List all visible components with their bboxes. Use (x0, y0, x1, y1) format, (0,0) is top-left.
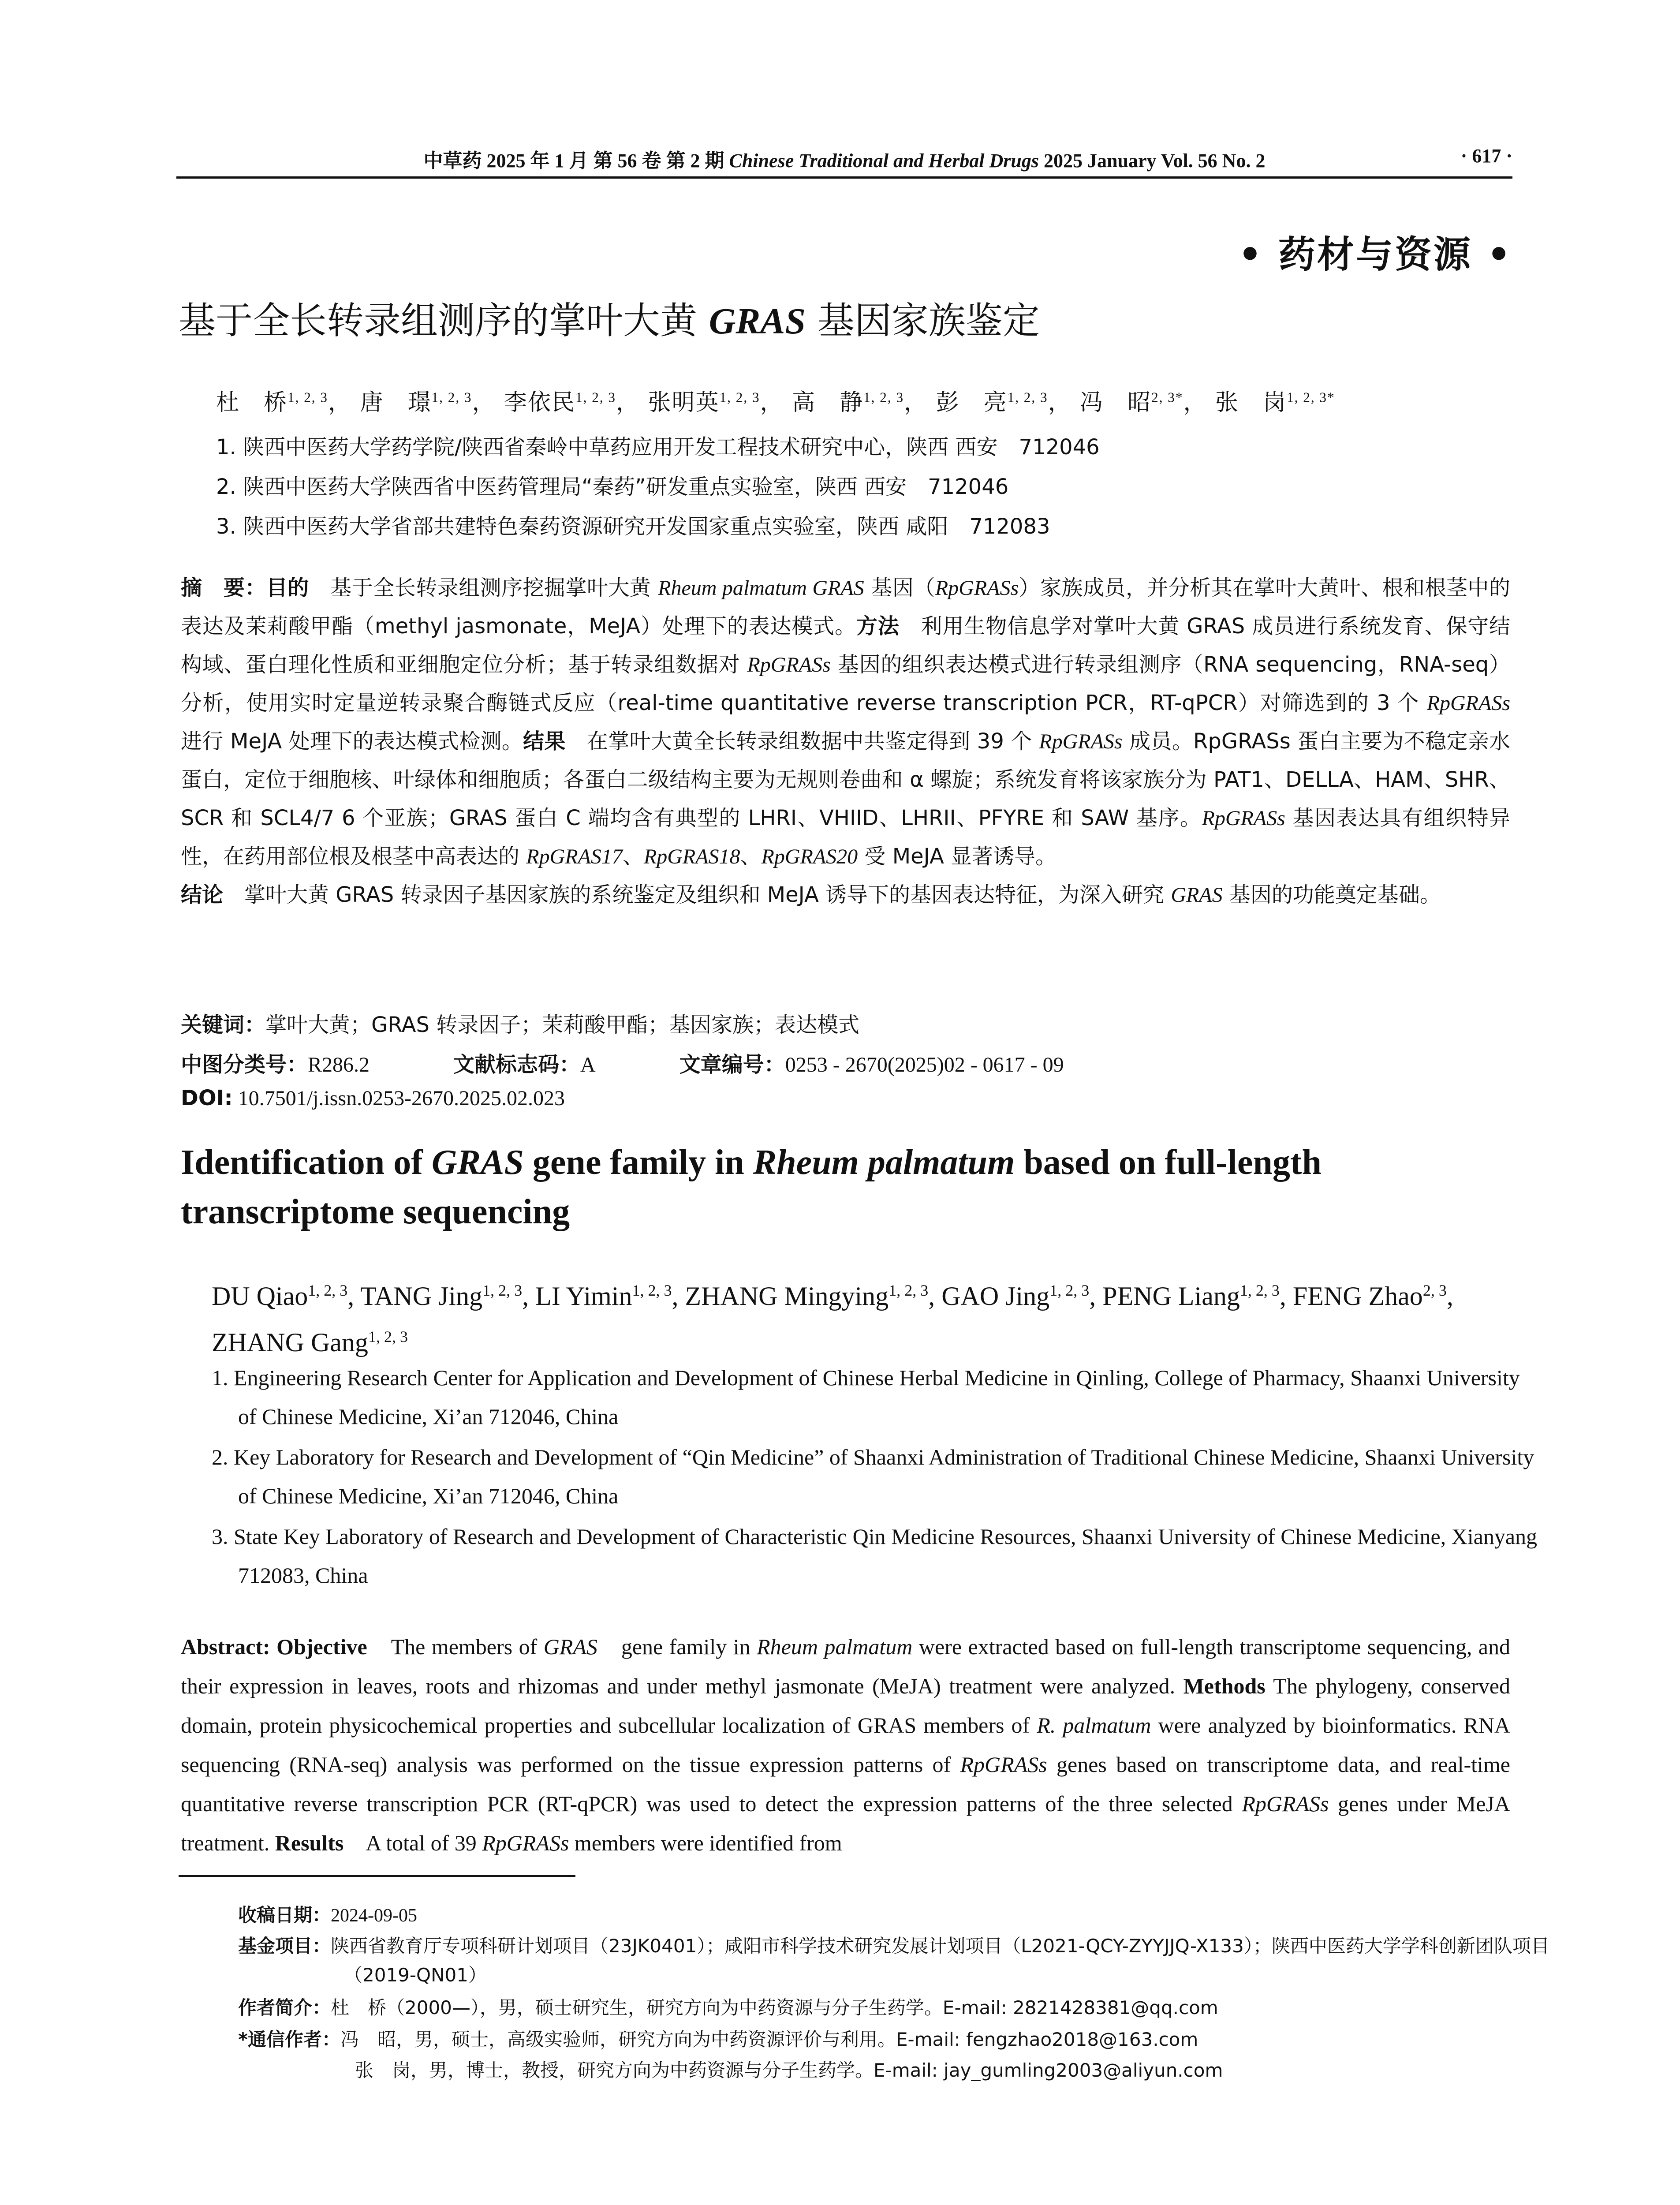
author-en: GAO Jing$^{1, 2, 3}$ (941, 1282, 1090, 1311)
authors-cn: 杜 桥$^{1, 2, 3}$， 唐 璟$^{1, 2, 3}$， 李依民$^{1, 2, 3}$， 张明英$^{1, 2, 3}$， 高 静$^{1, 2, 3}$， 彭 亮$^{1, 2, 3}$， 冯 昭$^{2, 3*}$， 张 岗$^{1, 2, 3*}$ (216, 389, 1335, 416)
section-tag: • 药材与资源 • (1238, 233, 1512, 276)
author-en: FENG Zhao$^{2, 3}$ (1292, 1282, 1447, 1311)
affiliation-en-2: 2. Key Laboratory for Research and Development of “Qin Medicine” of Shaanxi Administration of Traditional Chinese Medicine, Shaanxi University of Chinese Medicine, Xi’an 712046, China (212, 1445, 1534, 1508)
footnote-corresponding: *通信作者：冯 昭，男，硕士，高级实验师，研究方向为中药资源评价与利用。E-mail: fengzhao2018@163.com (238, 2029, 1198, 2050)
author-cn: 高 静$^{1, 2, 3}$ (792, 389, 904, 416)
footnote-author-bio: 作者简介：杜 桥（2000—），男，硕士研究生，研究方向为中药资源与分子生药学。E-mail: 2821428381@qq.com (238, 1997, 1218, 2018)
author-cn: 唐 璟$^{1, 2, 3}$ (360, 389, 472, 416)
page-number: · 617 · (1460, 145, 1512, 167)
author-cn: 杜 桥$^{1, 2, 3}$ (216, 389, 328, 416)
authors-en: DU Qiao$^{1, 2, 3}$, TANG Jing$^{1, 2, 3}$, LI Yimin$^{1, 2, 3}$, ZHANG Mingying$^{1, 2, 3}$, GAO Jing$^{1, 2, 3}$, PENG Liang$^{1, 2, 3}$, FENG Zhao$^{2, 3}$, ZHANG Gang$^{1, 2, 3}$ (212, 1282, 1453, 1357)
author-en: ZHANG Gang$^{1, 2, 3}$ (212, 1328, 408, 1357)
abstract-cn: 摘 要：目的 基于全长转录组测序挖掘掌叶大黄 Rheum palmatum GRAS 基因（RpGRASs）家族成员，并分析其在掌叶大黄叶、根和根茎中的表达及茉莉酸甲酯（methyl jasmonate，MeJA）处理下的表达模式。方法 利用生物信息学对掌叶大黄 GRAS 成员进行系统发育、保守结构域、蛋白理化性质和亚细胞定位分析；基于转录组数据对 RpGRASs 基因的组织表达模式进行转录组测序（RNA sequencing，RNA-seq）分析，使用实时定量逆转录聚合酶链式反应（real-time quantitative reverse transcription PCR，RT-qPCR）对筛选到的 3 个 RpGRASs 进行 MeJA 处理下的表达模式检测。结果 在掌叶大黄全长转录组数据中共鉴定得到 39 个 RpGRASs 成员。RpGRASs 蛋白主要为不稳定亲水蛋白，定位于细胞核、叶绿体和细胞质；各蛋白二级结构主要为无规则卷曲和 α 螺旋；系统发育将该家族分为 PAT1、DELLA、HAM、SHR、SCR 和 SCL4/7 6 个亚族；GRAS 蛋白 C 端均含有典型的 LHRI、VHIID、LHRII、PFYRE 和 SAW 基序。RpGRASs 基因表达具有组织特异性，在药用部位根及根茎中高表达的 RpGRAS17、RpGRAS18、RpGRAS20 受 MeJA 显著诱导。 结论 掌叶大黄 GRAS 转录因子基因家族的系统鉴定及组织和 MeJA 诱导下的基因表达特征，为深入研究 GRAS 基因的功能奠定基础。 (181, 576, 1511, 907)
author-cn: 张 岗$^{1, 2, 3*}$ (1215, 389, 1335, 416)
classification-line: 中图分类号：R286.2 文献标志码：A 文章编号：0253 - 2670(2025)02 - 0617 - 09 (181, 1052, 1064, 1077)
affiliation-en-1: 1. Engineering Research Center for Application and Development of Chinese Herbal Medicine in Qinling, College of Pharmacy, Shaanxi University of Chinese Medicine, Xi’an 712046, China (212, 1365, 1520, 1429)
methods-label: 方法 (856, 614, 900, 639)
abstract-cn-label: 摘 要： (181, 576, 266, 600)
methods-en-label: Methods (1183, 1674, 1266, 1698)
footnote-fund: 基金项目：陕西省教育厅专项科研计划项目（23JK0401）；咸阳市科学技术研究发展计划项目（L2021-QCY-ZYYJJQ-X133）；陕西中医药大学学科创新团队项目（2019-QN01） (238, 1935, 1549, 1986)
journal-info (176, 145, 1512, 173)
affiliation-cn-3: 3. 陕西中医药大学省部共建特色秦药资源研究开发国家重点实验室，陕西 咸阳 712083 (216, 514, 1050, 539)
keywords (181, 1008, 859, 1038)
footnote-corresponding-2: 张 岗，男，博士，教授，研究方向为中药资源与分子生药学。E-mail: jay_gumling2003@aliyun.com (355, 2059, 1223, 2081)
journal-name-cn: 中草药 (423, 149, 482, 172)
author-en: LI Yimin$^{1, 2, 3}$ (535, 1282, 672, 1311)
author-cn: 李依民$^{1, 2, 3}$ (504, 389, 616, 416)
footnote-rule (179, 1875, 575, 1877)
title-cn (179, 291, 1501, 344)
issue-en: 2025 January Vol. 56 No. 2 (1044, 150, 1266, 172)
title-en: Identification of GRAS gene family in Rheum palmatum based on full-length transcriptome sequencing (181, 1143, 1322, 1231)
running-head (176, 140, 1512, 176)
author-en: PENG Liang$^{1, 2, 3}$ (1102, 1282, 1280, 1311)
author-cn: 冯 昭$^{2, 3*}$ (1080, 389, 1183, 416)
author-cn: 张明英$^{1, 2, 3}$ (648, 389, 760, 416)
keywords-label: 关键词： (181, 1013, 266, 1037)
results-en-label: Results (275, 1831, 344, 1855)
affiliation-en-3: 3. State Key Laboratory of Research and Development of Characteristic Qin Medicine Resources, Shaanxi University of Chinese Medicine, Xianyang 712083, China (212, 1524, 1538, 1588)
doi-label: DOI: (181, 1086, 233, 1110)
doi-line (181, 1086, 565, 1110)
conclusion-label: 结论 (181, 882, 224, 907)
results-label: 结果 (523, 729, 566, 754)
doi-value: 10.7501/j.issn.0253-2670.2025.02.023 (232, 1087, 565, 1110)
abstract-en: Abstract: Objective The members of GRAS gene family in Rheum palmatum were extracted based on full-length transcriptome sequencing, and their expression in leaves, roots and rhizomas and under methyl jasmonate (MeJA) treatment were analyzed. Methods The phylogeny, conserved domain, protein physicochemical properties and subcellular localization of GRAS members of R. palmatum were analyzed by bioinformatics. RNA sequencing (RNA-seq) analysis was performed on the tissue expression patterns of RpGRASs genes based on transcriptome data, and real-time quantitative reverse transcription PCR (RT-qPCR) was used to detect the expression patterns of the three selected RpGRASs genes under MeJA treatment. Results A total of 39 RpGRASs members were identified from (181, 1634, 1510, 1855)
title-cn-post: 基因家族鉴定 (806, 299, 1040, 342)
author-en: DU Qiao$^{1, 2, 3}$ (212, 1282, 348, 1311)
objective-label: 目的 (266, 576, 309, 600)
title-cn-gene: GRAS (709, 301, 806, 342)
footnote-received: 收稿日期：2024-09-05 (238, 1904, 417, 1926)
author-en: TANG Jing$^{1, 2, 3}$ (360, 1282, 523, 1311)
abstract-en-label: Abstract: Objective (181, 1634, 367, 1659)
author-cn: 彭 亮$^{1, 2, 3}$ (936, 389, 1048, 416)
journal-name-en: Chinese Traditional and Herbal Drugs (729, 150, 1039, 172)
affiliation-cn-2: 2. 陕西中医药大学陕西省中医药管理局“秦药”研发重点实验室，陕西 西安 712046 (216, 475, 1009, 499)
keywords-value: 掌叶大黄；GRAS 转录因子；茉莉酸甲酯；基因家族；表达模式 (265, 1013, 860, 1037)
header-rule (176, 176, 1512, 179)
title-cn-pre: 基于全长转录组测序的掌叶大黄 (179, 299, 709, 342)
affiliation-cn-1: 1. 陕西中医药大学药学院/陕西省秦岭中草药应用开发工程技术研究中心，陕西 西安 712046 (216, 435, 1100, 460)
issue-cn: 2025 年 1 月 第 56 卷 第 2 期 (486, 150, 724, 172)
author-en: ZHANG Mingying$^{1, 2, 3}$ (685, 1282, 929, 1311)
